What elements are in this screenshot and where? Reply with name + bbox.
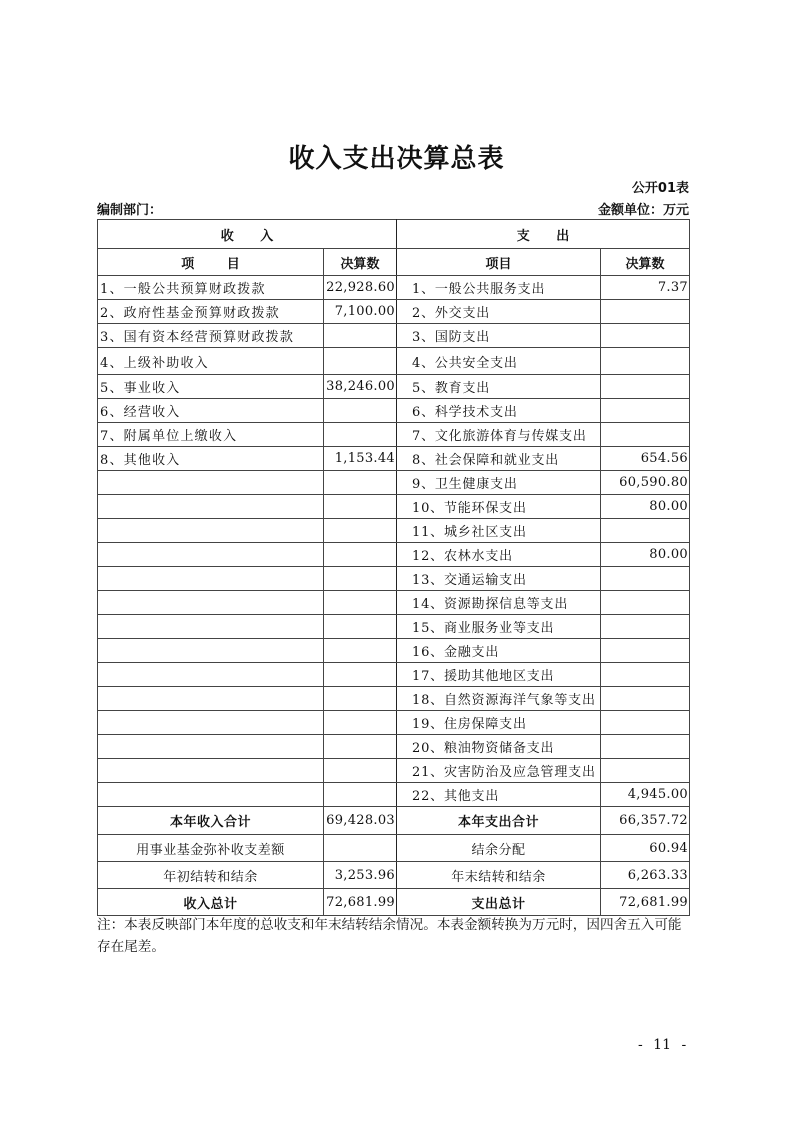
table-row — [98, 447, 690, 471]
income-item-cell: 1、一般公共预算财政拨款 — [98, 276, 324, 300]
income-amount-cell — [324, 735, 397, 759]
expense-item-cell: 20、粮油物资储备支出 — [397, 735, 601, 759]
table-row — [98, 639, 690, 663]
income-amount-cell: 22,928.60 — [324, 276, 397, 300]
income-amount-cell — [324, 348, 397, 375]
income-item-cell — [98, 735, 324, 759]
expense-item-cell: 7、文化旅游体育与传媒支出 — [397, 423, 601, 447]
expense-summary-amount: 66,357.72 — [601, 807, 690, 835]
income-amount-cell — [324, 639, 397, 663]
expense-amount-cell — [601, 639, 690, 663]
income-amount-cell — [324, 711, 397, 735]
expense-summary-label: 支出总计 — [397, 889, 601, 916]
expense-item-cell: 22、其他支出 — [397, 783, 601, 807]
income-summary-amount: 69,428.03 — [324, 807, 397, 835]
expense-item-cell: 9、卫生健康支出 — [397, 471, 601, 495]
expense-amount-cell — [601, 519, 690, 543]
income-amount-cell — [324, 567, 397, 591]
expense-item-cell: 3、国防支出 — [397, 324, 601, 348]
income-amount-column-header: 决算数 — [324, 249, 397, 276]
table-row — [98, 300, 690, 324]
expense-item-cell: 2、外交支出 — [397, 300, 601, 324]
income-item-cell — [98, 759, 324, 783]
table-row — [98, 495, 690, 519]
income-amount-cell — [324, 687, 397, 711]
table-row — [98, 324, 690, 348]
department-label: 编制部门： — [97, 203, 163, 218]
expense-summary-amount: 60.94 — [601, 835, 690, 862]
expense-amount-cell: 4,945.00 — [601, 783, 690, 807]
expense-item-cell: 4、公共安全支出 — [397, 348, 601, 375]
income-summary-label: 年初结转和结余 — [98, 862, 324, 889]
expense-item-cell: 17、援助其他地区支出 — [397, 663, 601, 687]
income-item-cell — [98, 639, 324, 663]
page-number: - 11 - — [638, 1037, 687, 1053]
expense-item-cell: 6、科学技术支出 — [397, 399, 601, 423]
expense-amount-cell — [601, 324, 690, 348]
expense-amount-cell — [601, 567, 690, 591]
income-amount-cell — [324, 471, 397, 495]
expense-item-cell: 18、自然资源海洋气象等支出 — [397, 687, 601, 711]
expense-item-cell: 13、交通运输支出 — [397, 567, 601, 591]
table-row — [98, 276, 690, 300]
income-summary-amount — [324, 835, 397, 862]
expense-item-cell: 12、农林水支出 — [397, 543, 601, 567]
expense-amount-cell — [601, 663, 690, 687]
expense-summary-label: 结余分配 — [397, 835, 601, 862]
expense-section-header: 支 出 — [397, 220, 690, 249]
expense-item-cell: 19、住房保障支出 — [397, 711, 601, 735]
income-amount-cell — [324, 519, 397, 543]
income-item-cell — [98, 567, 324, 591]
income-item-cell: 2、政府性基金预算财政拨款 — [98, 300, 324, 324]
expense-amount-cell — [601, 615, 690, 639]
summary-row — [98, 835, 690, 862]
table-row — [98, 687, 690, 711]
expense-amount-cell — [601, 687, 690, 711]
expense-amount-cell — [601, 399, 690, 423]
table-row — [98, 375, 690, 399]
table-row — [98, 471, 690, 495]
income-amount-cell — [324, 543, 397, 567]
expense-item-cell: 5、教育支出 — [397, 375, 601, 399]
income-item-cell — [98, 615, 324, 639]
table-row — [98, 735, 690, 759]
income-amount-cell: 7,100.00 — [324, 300, 397, 324]
income-item-column-header: 项 目 — [98, 249, 324, 276]
table-row — [98, 348, 690, 375]
page-title: 收入支出决算总表 — [288, 144, 505, 174]
income-amount-cell — [324, 615, 397, 639]
table-row — [98, 783, 690, 807]
summary-row — [98, 889, 690, 916]
expense-amount-cell: 80.00 — [601, 543, 690, 567]
table-row — [98, 711, 690, 735]
table-row — [98, 423, 690, 447]
income-amount-cell: 38,246.00 — [324, 375, 397, 399]
income-amount-cell: 1,153.44 — [324, 447, 397, 471]
income-item-cell — [98, 711, 324, 735]
expense-amount-cell: 80.00 — [601, 495, 690, 519]
expense-amount-cell: 60,590.80 — [601, 471, 690, 495]
expense-summary-label: 本年支出合计 — [397, 807, 601, 835]
section-header-row — [98, 220, 690, 249]
table-row — [98, 759, 690, 783]
table-row — [98, 663, 690, 687]
expense-summary-amount: 72,681.99 — [601, 889, 690, 916]
column-header-row — [98, 249, 690, 276]
income-summary-label: 用事业基金弥补收支差额 — [98, 835, 324, 862]
expense-item-cell: 10、节能环保支出 — [397, 495, 601, 519]
expense-amount-cell — [601, 759, 690, 783]
income-item-cell: 5、事业收入 — [98, 375, 324, 399]
income-summary-label: 收入总计 — [98, 889, 324, 916]
expense-item-cell: 11、城乡社区支出 — [397, 519, 601, 543]
expense-item-cell: 21、灾害防治及应急管理支出 — [397, 759, 601, 783]
table-row — [98, 591, 690, 615]
income-item-cell — [98, 663, 324, 687]
expense-amount-column-header: 决算数 — [601, 249, 690, 276]
table-row — [98, 567, 690, 591]
summary-row — [98, 862, 690, 889]
expense-amount-cell: 654.56 — [601, 447, 690, 471]
income-amount-cell — [324, 591, 397, 615]
table-row — [98, 399, 690, 423]
unit-label: 金额单位：万元 — [597, 203, 689, 218]
expense-item-cell: 15、商业服务业等支出 — [397, 615, 601, 639]
income-item-cell — [98, 471, 324, 495]
expense-item-column-header: 项目 — [397, 249, 601, 276]
income-summary-amount: 3,253.96 — [324, 862, 397, 889]
income-amount-cell — [324, 399, 397, 423]
table-row — [98, 519, 690, 543]
table-code: 公开01表 — [631, 181, 689, 196]
expense-summary-label: 年末结转和结余 — [397, 862, 601, 889]
expense-amount-cell — [601, 348, 690, 375]
income-amount-cell — [324, 423, 397, 447]
income-amount-cell — [324, 495, 397, 519]
income-item-cell: 6、经营收入 — [98, 399, 324, 423]
income-item-cell: 3、国有资本经营预算财政拨款 — [98, 324, 324, 348]
table-row — [98, 543, 690, 567]
income-item-cell: 4、上级补助收入 — [98, 348, 324, 375]
table-row — [98, 615, 690, 639]
income-amount-cell — [324, 783, 397, 807]
income-expense-summary-table — [97, 219, 690, 916]
income-summary-label: 本年收入合计 — [98, 807, 324, 835]
income-section-header: 收 入 — [98, 220, 397, 249]
expense-amount-cell — [601, 735, 690, 759]
income-item-cell: 8、其他收入 — [98, 447, 324, 471]
income-item-cell — [98, 783, 324, 807]
expense-amount-cell — [601, 591, 690, 615]
expense-amount-cell — [601, 711, 690, 735]
income-amount-cell — [324, 663, 397, 687]
footnote: 注：本表反映部门本年度的总收支和年末结转结余情况。本表金额转换为万元时，因四舍五入可能存在尾差。 — [97, 917, 682, 955]
expense-item-cell: 1、一般公共服务支出 — [397, 276, 601, 300]
income-item-cell — [98, 591, 324, 615]
expense-item-cell: 8、社会保障和就业支出 — [397, 447, 601, 471]
income-item-cell: 7、附属单位上缴收入 — [98, 423, 324, 447]
expense-amount-cell: 7.37 — [601, 276, 690, 300]
expense-item-cell: 16、金融支出 — [397, 639, 601, 663]
expense-amount-cell — [601, 300, 690, 324]
income-item-cell — [98, 543, 324, 567]
income-amount-cell — [324, 324, 397, 348]
expense-summary-amount: 6,263.33 — [601, 862, 690, 889]
income-item-cell — [98, 495, 324, 519]
expense-amount-cell — [601, 375, 690, 399]
income-item-cell — [98, 687, 324, 711]
income-item-cell — [98, 519, 324, 543]
summary-row — [98, 807, 690, 835]
expense-amount-cell — [601, 423, 690, 447]
income-amount-cell — [324, 759, 397, 783]
expense-item-cell: 14、资源勘探信息等支出 — [397, 591, 601, 615]
income-summary-amount: 72,681.99 — [324, 889, 397, 916]
